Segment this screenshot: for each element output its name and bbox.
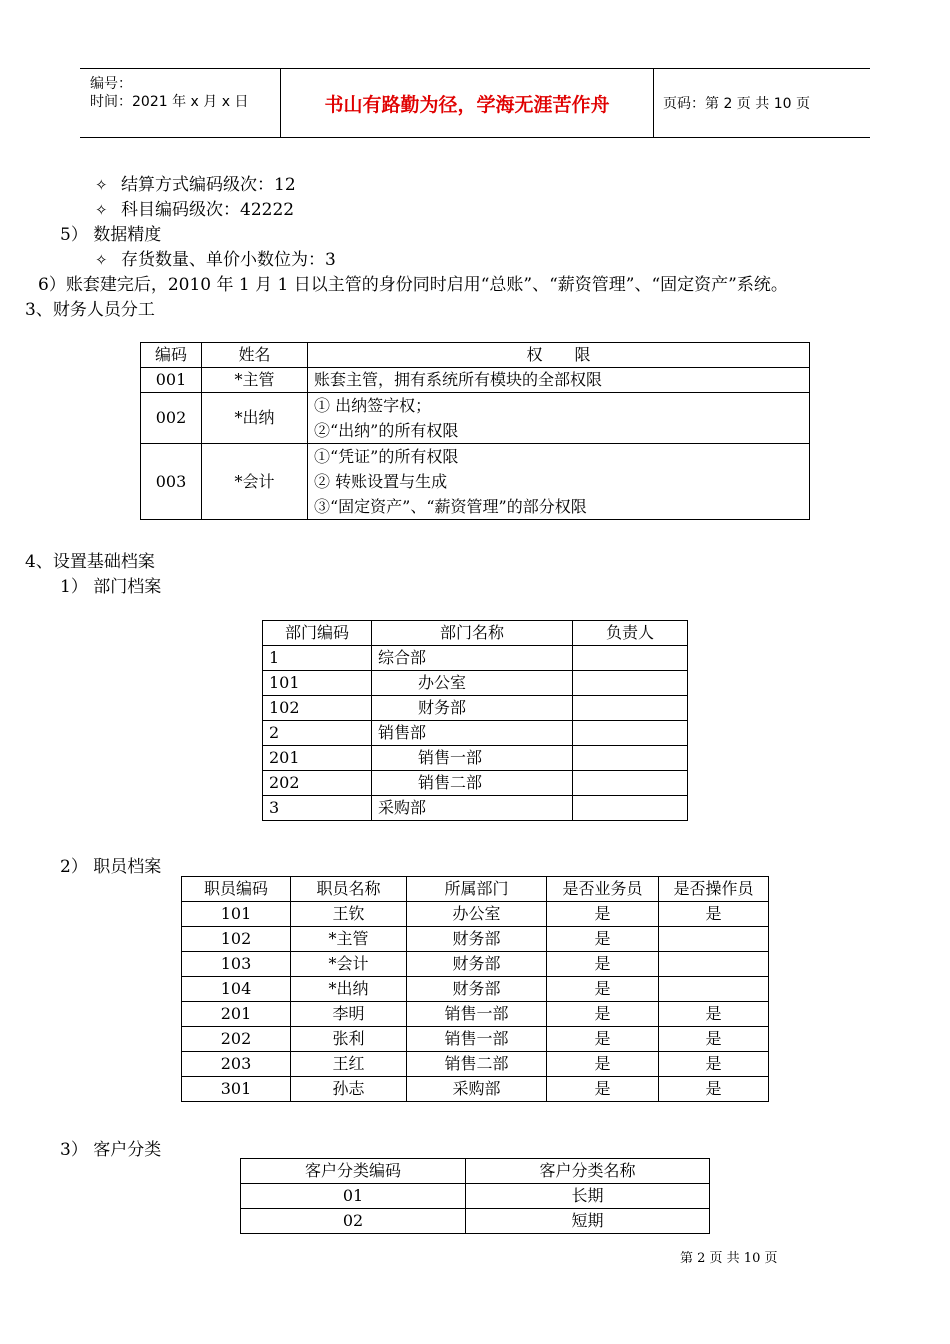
table-cell: 01 — [241, 1184, 466, 1209]
cell-line: ①“凭证”的所有权限 — [314, 447, 459, 466]
table-cell: 综合部 — [372, 646, 573, 671]
table-cell: *出纳 — [291, 977, 407, 1002]
table-cell: 是 — [547, 952, 659, 977]
table-cell: 客户分类名称 — [466, 1159, 710, 1184]
time-label: 时间：2021 年 x 月 x 日 — [90, 94, 249, 110]
line-stock — [95, 245, 336, 270]
table-cell: 2 — [263, 721, 372, 746]
table-cell: 销售一部 — [372, 746, 573, 771]
header-motto: 书山有路勤为径，学海无涯苦作舟 — [281, 69, 654, 137]
sub-1-title: 1） 部门档案 — [60, 577, 162, 597]
table-cell: 销售一部 — [407, 1027, 547, 1052]
table-row — [182, 1052, 769, 1077]
employee-table — [181, 876, 769, 1102]
table-cell: 账套主管，拥有系统所有模块的全部权限 — [308, 368, 810, 393]
cell-line: ③“固定资产”、“薪资管理”的部分权限 — [314, 497, 587, 516]
table-cell: *出纳 — [202, 393, 308, 444]
table-cell — [573, 721, 688, 746]
table-row — [241, 1184, 710, 1209]
table-cell: 是 — [547, 1002, 659, 1027]
table-row — [263, 696, 688, 721]
table-header-row — [141, 343, 810, 368]
line-subject — [95, 195, 294, 220]
table-row — [182, 1002, 769, 1027]
table-cell: 长期 — [466, 1184, 710, 1209]
table-cell: 是 — [659, 1002, 769, 1027]
table-cell: 201 — [263, 746, 372, 771]
table-cell: 是 — [547, 927, 659, 952]
table-cell: *会计 — [202, 444, 308, 520]
table-cell — [573, 696, 688, 721]
table-cell: 是否业务员 — [547, 877, 659, 902]
cell-line: ②“出纳”的所有权限 — [314, 421, 459, 440]
table-cell — [573, 796, 688, 821]
table-cell — [659, 977, 769, 1002]
table-row — [263, 671, 688, 696]
table-cell: 职员编码 — [182, 877, 291, 902]
customer-class-table — [240, 1158, 710, 1234]
table-cell — [659, 927, 769, 952]
table-cell: 001 — [141, 368, 202, 393]
table-row — [182, 1077, 769, 1102]
table-cell: 财务部 — [372, 696, 573, 721]
table-cell: 采购部 — [372, 796, 573, 821]
table-cell: 是 — [547, 977, 659, 1002]
sub-3-title: 3） 客户分类 — [60, 1140, 162, 1160]
table-row — [263, 771, 688, 796]
table-cell: 201 — [182, 1002, 291, 1027]
header-page-label: 页码：第 2 页 共 10 页 — [663, 96, 810, 112]
table-header-row — [263, 621, 688, 646]
table-cell: 102 — [182, 927, 291, 952]
table-cell: 是否操作员 — [659, 877, 769, 902]
table-cell: 权 限 — [308, 343, 810, 368]
table-row — [263, 721, 688, 746]
line-precision: 5） 数据精度 — [60, 225, 162, 245]
table-cell: 财务部 — [407, 977, 547, 1002]
table-cell: 202 — [263, 771, 372, 796]
table-cell: 002 — [141, 393, 202, 444]
table-cell: 孙志 — [291, 1077, 407, 1102]
table-cell — [573, 771, 688, 796]
section-4-title: 4、设置基础档案 — [25, 552, 155, 572]
table-cell — [573, 646, 688, 671]
table-cell: 短期 — [466, 1209, 710, 1234]
table-cell: 3 — [263, 796, 372, 821]
table-cell: 张利 — [291, 1027, 407, 1052]
line-settle — [95, 170, 296, 195]
diamond-icon: ✧ — [95, 176, 108, 194]
table-cell: 是 — [659, 1052, 769, 1077]
header-meta — [80, 69, 281, 137]
section-3-title: 3、财务人员分工 — [25, 300, 155, 320]
table-cell: 101 — [263, 671, 372, 696]
table-cell: 销售部 — [372, 721, 573, 746]
page-header — [80, 68, 870, 138]
table-cell: 103 — [182, 952, 291, 977]
table-cell — [573, 746, 688, 771]
table-cell: 是 — [547, 1052, 659, 1077]
table-cell: 是 — [659, 1027, 769, 1052]
table-cell: 部门编码 — [263, 621, 372, 646]
line-text: 结算方式编码级次：12 — [121, 175, 296, 195]
table-cell: 姓名 — [202, 343, 308, 368]
table-row — [263, 796, 688, 821]
table-cell: 采购部 — [407, 1077, 547, 1102]
table-cell: 202 — [182, 1027, 291, 1052]
table-header-row — [241, 1159, 710, 1184]
table-row — [263, 746, 688, 771]
number-label: 编号： — [90, 76, 132, 92]
table-row — [241, 1209, 710, 1234]
table-cell: *主管 — [291, 927, 407, 952]
table-cell: 部门名称 — [372, 621, 573, 646]
table-cell: 办公室 — [372, 671, 573, 696]
cell-line: ② 转账设置与生成 — [314, 472, 448, 491]
line-6: 6）账套建完后，2010 年 1 月 1 日以主管的身份同时启用“总账”、“薪资管理”、“固定资产”系统。 — [38, 275, 788, 295]
table-row — [182, 977, 769, 1002]
table-row — [182, 952, 769, 977]
table-cell: 是 — [547, 902, 659, 927]
table-row — [182, 1027, 769, 1052]
diamond-icon: ✧ — [95, 251, 108, 269]
table-cell: 财务部 — [407, 927, 547, 952]
table-cell: 1 — [263, 646, 372, 671]
table-cell: *会计 — [291, 952, 407, 977]
table-cell — [308, 444, 810, 520]
line-text: 存货数量、单价小数位为：3 — [121, 250, 336, 270]
table-row — [141, 393, 810, 444]
diamond-icon: ✧ — [95, 201, 108, 219]
table-cell — [308, 393, 810, 444]
table-header-row — [182, 877, 769, 902]
table-cell: 02 — [241, 1209, 466, 1234]
table-cell: 销售一部 — [407, 1002, 547, 1027]
table-cell: 办公室 — [407, 902, 547, 927]
table-cell: 104 — [182, 977, 291, 1002]
table-cell: 销售二部 — [372, 771, 573, 796]
table-cell: 编码 — [141, 343, 202, 368]
table-cell: 职员名称 — [291, 877, 407, 902]
page-footer: 第 2 页 共 10 页 — [680, 1251, 778, 1266]
table-cell — [573, 671, 688, 696]
table-row — [141, 444, 810, 520]
table-row — [182, 927, 769, 952]
table-cell: 负责人 — [573, 621, 688, 646]
table-row — [182, 902, 769, 927]
table-cell: 王红 — [291, 1052, 407, 1077]
department-table — [262, 620, 688, 821]
table-cell: 所属部门 — [407, 877, 547, 902]
table-cell: 是 — [659, 902, 769, 927]
table-row — [141, 368, 810, 393]
table-row — [263, 646, 688, 671]
cell-line: ① 出纳签字权； — [314, 396, 432, 415]
table-cell: 李明 — [291, 1002, 407, 1027]
sub-2-title: 2） 职员档案 — [60, 857, 162, 877]
table-cell: 是 — [659, 1077, 769, 1102]
staff-duty-table — [140, 342, 810, 520]
table-cell: 销售二部 — [407, 1052, 547, 1077]
line-text: 科目编码级次：42222 — [121, 200, 295, 220]
table-cell: *主管 — [202, 368, 308, 393]
table-cell: 财务部 — [407, 952, 547, 977]
table-cell: 301 — [182, 1077, 291, 1102]
table-cell: 客户分类编码 — [241, 1159, 466, 1184]
table-cell: 101 — [182, 902, 291, 927]
table-cell: 003 — [141, 444, 202, 520]
table-cell — [659, 952, 769, 977]
table-cell: 102 — [263, 696, 372, 721]
table-cell: 是 — [547, 1077, 659, 1102]
table-cell: 203 — [182, 1052, 291, 1077]
table-cell: 王钦 — [291, 902, 407, 927]
table-cell: 是 — [547, 1027, 659, 1052]
